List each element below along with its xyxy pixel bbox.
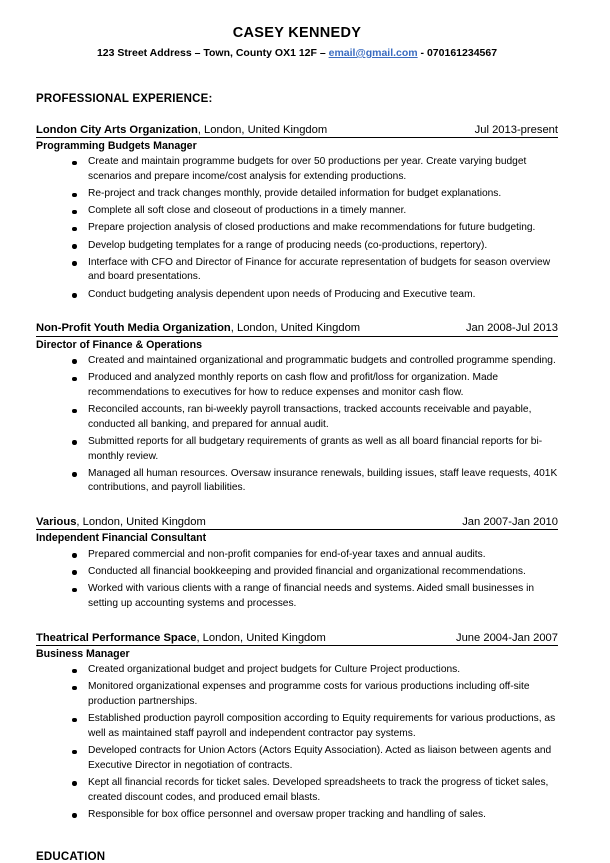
job-responsibility-list [36,155,558,302]
job-organization: London City Arts Organization [36,123,198,136]
job-responsibility-item: Created organizational budget and project budgets for Culture Project productions. [36,663,558,678]
job-header [36,123,558,138]
job-location: , London, United Kingdom [197,123,328,136]
job-title: Independent Financial Consultant [36,532,207,545]
job-title: Director of Finance & Operations [36,338,202,351]
job-organization-line [36,515,206,529]
job-responsibility-item: Submitted reports for all budgetary requirements of grants as well as all board financial reports for bi-monthly review. [36,435,558,464]
section-heading-professional-experience: PROFESSIONAL EXPERIENCE: [36,92,213,105]
job-responsibility-item: Develop budgeting templates for a range of producing needs (co-productions, repertory). [36,239,558,254]
job-header [36,631,558,646]
job-responsibility-list [36,354,558,496]
job-entry [36,321,558,496]
job-header [36,321,558,336]
job-responsibility-item: Responsible for box office personnel and oversaw proper tracking and handling of sales. [36,808,558,823]
job-organization-line [36,321,360,335]
job-responsibility-item: Produced and analyzed monthly reports on cash flow and profit/loss for organization. Made recommendations to executives for how to reduce expenses and monitor cash flow. [36,371,558,400]
job-responsibility-item: Interface with CFO and Director of Finance for accurate representation of budgets for season overview and board presentations. [36,256,558,285]
job-responsibility-list [36,663,558,822]
job-organization-line [36,123,327,137]
job-title: Business Manager [36,647,130,660]
job-organization-line [36,631,326,645]
job-responsibility-item: Create and maintain programme budgets for over 50 productions per year. Create varying budget scenarios and prepare income/cost analysis for extending productions. [36,155,558,184]
job-entry [36,631,558,823]
email-link[interactable]: email@gmail.com [328,46,418,59]
job-dates: June 2004-Jan 2007 [455,631,558,644]
job-responsibility-item: Re-project and track changes monthly, provide detailed information for budget explanations. [36,187,558,202]
job-responsibility-item: Prepared commercial and non-profit companies for end-of-year taxes and annual audits. [36,548,558,563]
contact-line [36,46,558,61]
job-responsibility-item: Created and maintained organizational and programmatic budgets and controlled programme spending. [36,354,558,369]
job-responsibility-item: Conducted all financial bookkeeping and provided financial and organizational recommendations. [36,565,558,580]
job-organization: Various [36,516,77,529]
job-dates: Jul 2013-present [474,123,558,136]
job-responsibility-item: Managed all human resources. Oversaw insurance renewals, building issues, staff leave requests, 401K contributions, and payroll liabilities. [36,467,558,496]
contact-address-text: 123 Street Address – Town, County OX1 12F – [96,46,329,59]
job-location: , London, United Kingdom [196,631,326,644]
job-location: , London, United Kingdom [76,516,206,529]
job-responsibility-item: Conduct budgeting analysis dependent upon needs of Producing and Executive team. [36,288,558,303]
job-title: Programming Budgets Manager [36,139,197,152]
job-dates: Jan 2007-Jan 2010 [462,516,558,529]
job-responsibility-item: Complete all soft close and closeout of productions in a timely manner. [36,204,558,219]
job-entry [36,123,558,303]
job-organization: Non-Profit Youth Media Organization [36,322,231,335]
job-responsibility-item: Monitored organizational expenses and programme costs for various productions including off-site production partnerships. [36,680,558,709]
job-dates: Jan 2008-Jul 2013 [465,322,558,335]
candidate-name: CASEY KENNEDY [232,25,362,41]
section-heading-education: EDUCATION [36,850,106,863]
job-responsibility-item: Developed contracts for Union Actors (Actors Equity Association). Acted as liaison between agents and Executive Director in negotiation of contracts. [36,744,558,773]
job-responsibility-item: Reconciled accounts, ran bi-weekly payroll transactions, tracked accounts receivable and payable, conducted all banking, and prepared for annual audit. [36,403,558,432]
job-responsibility-item: Worked with various clients with a range of financial needs and systems. Aided small businesses in setting up accounting systems and processes. [36,582,558,611]
job-responsibility-item: Established production payroll composition according to Equity requirements for various productions, as well as maintained staff payroll and independent contractor pay systems. [36,712,558,741]
job-organization: Theatrical Performance Space [36,631,197,644]
job-location: , London, United Kingdom [230,322,361,335]
job-responsibility-list [36,548,558,612]
contact-phone-text: - 070161234567 [417,46,498,59]
job-entry [36,515,558,611]
job-list [36,123,558,823]
job-responsibility-item: Prepare projection analysis of closed productions and make recommendations for future budgeting. [36,221,558,236]
job-responsibility-item: Kept all financial records for ticket sales. Developed spreadsheets to track the progress of ticket sales, created discount codes, and produced email blasts. [36,776,558,805]
job-header [36,515,558,530]
